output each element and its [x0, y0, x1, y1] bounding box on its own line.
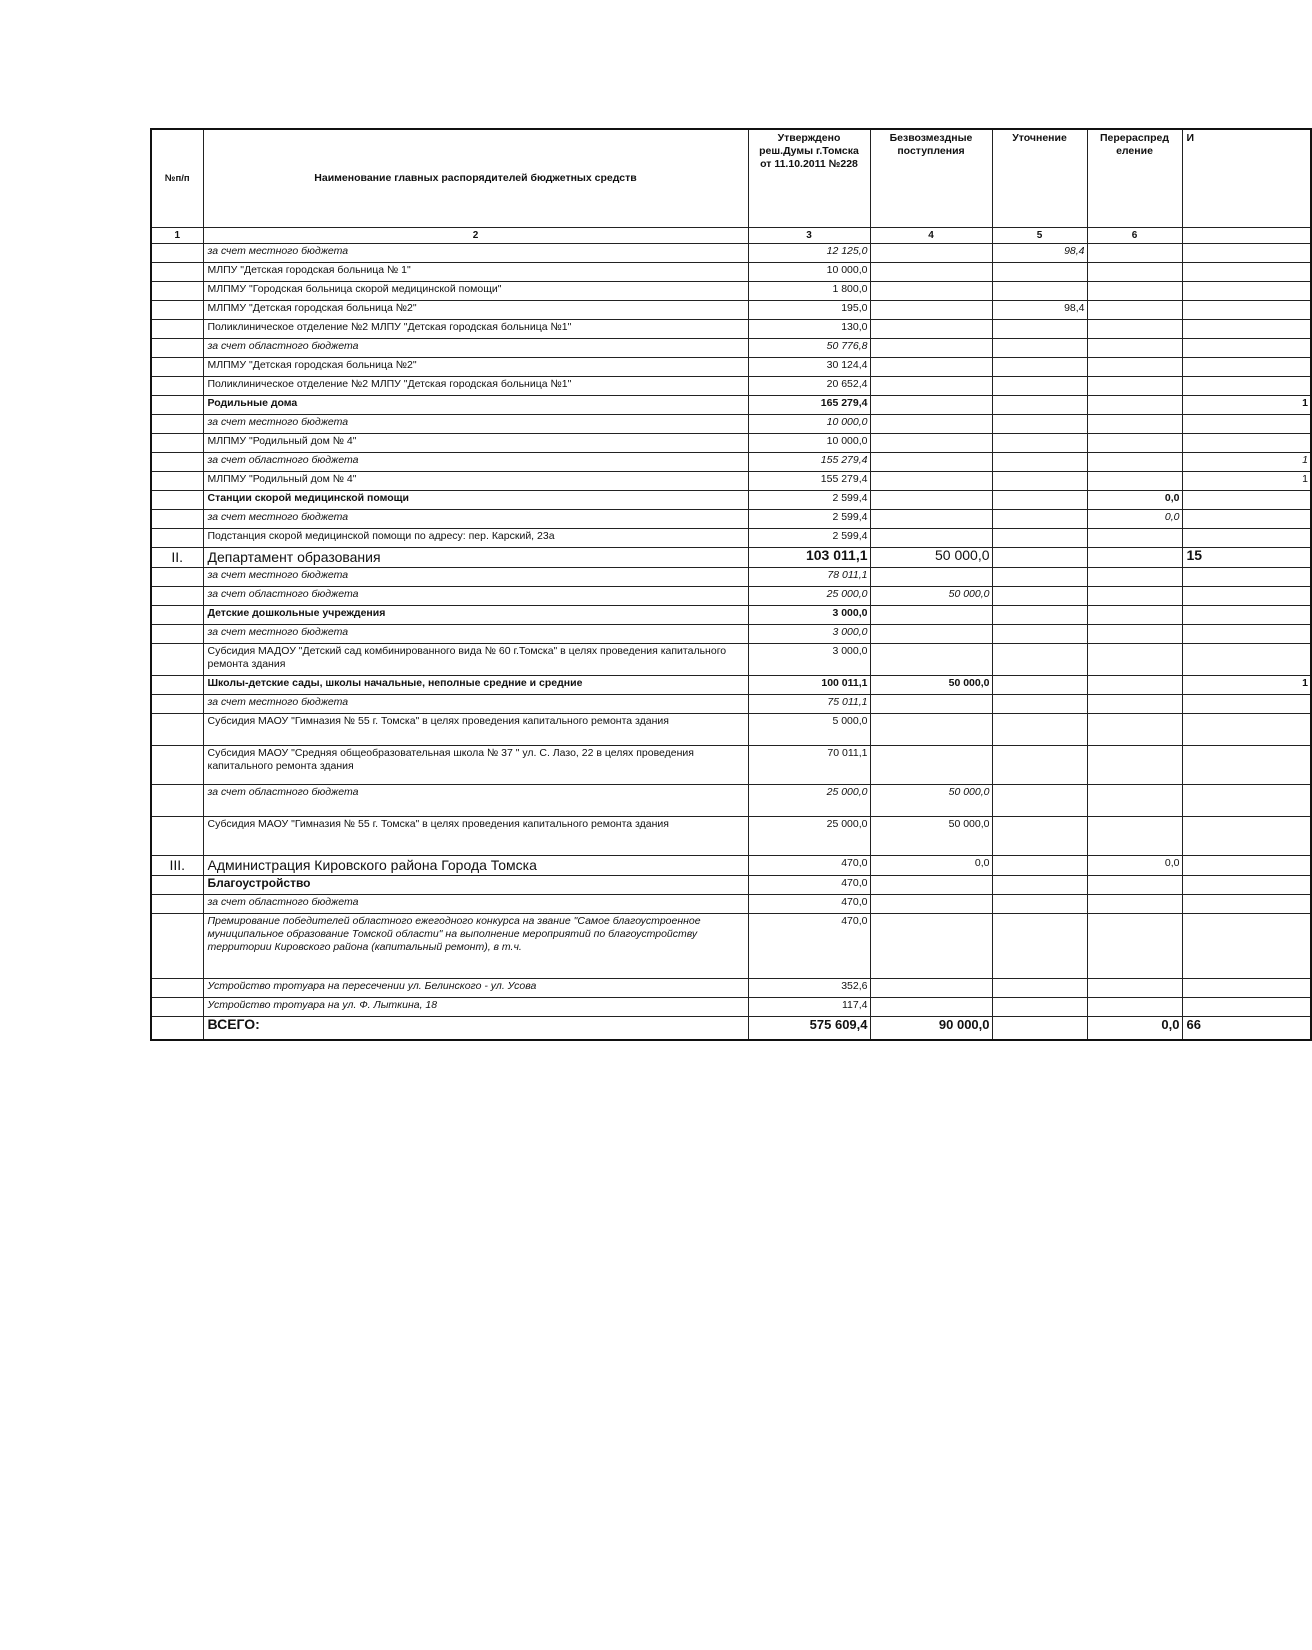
cell-refinement: [992, 415, 1087, 434]
cell-refinement: [992, 644, 1087, 676]
cell-total: [1182, 644, 1311, 676]
cell-total: [1182, 998, 1311, 1017]
table-row: [151, 998, 1311, 1017]
cell-refinement: [992, 282, 1087, 301]
cell-total: [1182, 625, 1311, 644]
cell-approved: 2 599,4: [748, 491, 870, 510]
cell-total: [1182, 695, 1311, 714]
row-number: [151, 510, 203, 529]
row-name: Школы-детские сады, школы начальные, неполные средние и средние: [203, 676, 748, 695]
row-name: Субсидия МАОУ "Средняя общеобразовательная школа № 37 " ул. С. Лазо, 22 в целях проведения капитального ремонта здания: [203, 746, 748, 785]
table-row: [151, 817, 1311, 856]
cell-grants: [870, 282, 992, 301]
row-name: за счет местного бюджета: [203, 415, 748, 434]
cell-redistribution: [1087, 914, 1182, 979]
cell-approved: 25 000,0: [748, 817, 870, 856]
cell-refinement: [992, 606, 1087, 625]
cell-refinement: [992, 263, 1087, 282]
cell-grants: [870, 746, 992, 785]
cell-approved: 100 011,1: [748, 676, 870, 695]
header-col-redistribution: Перераспред еление: [1087, 129, 1182, 228]
cell-total: 66: [1182, 1017, 1311, 1041]
column-number: 3: [748, 228, 870, 244]
row-number: [151, 472, 203, 491]
cell-refinement: [992, 529, 1087, 548]
cell-total: [1182, 746, 1311, 785]
cell-redistribution: [1087, 676, 1182, 695]
header-col-name: Наименование главных распорядителей бюджетных средств: [203, 129, 748, 228]
table-row: [151, 377, 1311, 396]
row-number: [151, 263, 203, 282]
cell-redistribution: [1087, 415, 1182, 434]
cell-grants: [870, 301, 992, 320]
cell-redistribution: [1087, 434, 1182, 453]
cell-refinement: [992, 510, 1087, 529]
table-row: [151, 876, 1311, 895]
cell-total: [1182, 491, 1311, 510]
cell-total: 1: [1182, 396, 1311, 415]
cell-grants: [870, 453, 992, 472]
row-name: Станции скорой медицинской помощи: [203, 491, 748, 510]
cell-refinement: [992, 320, 1087, 339]
row-number: [151, 876, 203, 895]
row-name: за счет местного бюджета: [203, 625, 748, 644]
cell-total: [1182, 510, 1311, 529]
row-name: Субсидия МАОУ "Гимназия № 55 г. Томска" в целях проведения капитального ремонта здания: [203, 817, 748, 856]
cell-redistribution: [1087, 377, 1182, 396]
cell-redistribution: [1087, 282, 1182, 301]
table-row: [151, 491, 1311, 510]
cell-grants: [870, 339, 992, 358]
row-number: [151, 244, 203, 263]
budget-table: [150, 128, 1312, 1041]
table-row: [151, 548, 1311, 568]
row-name: МЛПМУ "Родильный дом № 4": [203, 472, 748, 491]
row-number: [151, 695, 203, 714]
cell-grants: [870, 979, 992, 998]
cell-refinement: [992, 998, 1087, 1017]
cell-redistribution: [1087, 785, 1182, 817]
table-row: [151, 358, 1311, 377]
row-number: [151, 914, 203, 979]
cell-grants: [870, 876, 992, 895]
table-row: [151, 472, 1311, 491]
cell-refinement: [992, 817, 1087, 856]
table-row: [151, 606, 1311, 625]
cell-approved: 155 279,4: [748, 453, 870, 472]
row-number: [151, 625, 203, 644]
budget-table-wrapper: [150, 128, 1308, 1041]
row-number: [151, 320, 203, 339]
cell-redistribution: [1087, 320, 1182, 339]
table-row: [151, 695, 1311, 714]
cell-grants: [870, 568, 992, 587]
row-name: Субсидия МАОУ "Гимназия № 55 г. Томска" в целях проведения капитального ремонта здания: [203, 714, 748, 746]
cell-total: [1182, 377, 1311, 396]
table-row: [151, 415, 1311, 434]
header-col-approved: Утверждено реш.Думы г.Томска от 11.10.2011 №228: [748, 129, 870, 228]
row-number: [151, 396, 203, 415]
cell-redistribution: [1087, 895, 1182, 914]
cell-approved: 470,0: [748, 876, 870, 895]
cell-approved: 78 011,1: [748, 568, 870, 587]
cell-redistribution: [1087, 625, 1182, 644]
cell-redistribution: 0,0: [1087, 1017, 1182, 1041]
row-name: Устройство тротуара на пересечении ул. Белинского - ул. Усова: [203, 979, 748, 998]
cell-approved: 103 011,1: [748, 548, 870, 568]
cell-total: [1182, 914, 1311, 979]
row-name: Департамент образования: [203, 548, 748, 568]
cell-redistribution: [1087, 472, 1182, 491]
cell-grants: [870, 377, 992, 396]
row-name: Субсидия МАДОУ "Детский сад комбинированного вида № 60 г.Томска" в целях проведения капитального ремонта здания: [203, 644, 748, 676]
cell-approved: 50 776,8: [748, 339, 870, 358]
cell-grants: [870, 510, 992, 529]
column-number: 6: [1087, 228, 1182, 244]
row-number: [151, 998, 203, 1017]
row-number: [151, 979, 203, 998]
cell-grants: [870, 529, 992, 548]
row-number: [151, 587, 203, 606]
table-row: [151, 510, 1311, 529]
cell-redistribution: [1087, 876, 1182, 895]
cell-total: [1182, 263, 1311, 282]
column-number: 5: [992, 228, 1087, 244]
table-row: [151, 979, 1311, 998]
row-name: МЛПМУ "Детская городская больница №2": [203, 358, 748, 377]
cell-refinement: [992, 876, 1087, 895]
row-name: Устройство тротуара на ул. Ф. Лыткина, 18: [203, 998, 748, 1017]
table-row: [151, 339, 1311, 358]
cell-total: [1182, 856, 1311, 876]
cell-redistribution: [1087, 587, 1182, 606]
row-name: Премирование победителей областного ежегодного конкурса на звание "Самое благоустроенное муниципальное образование Томской области" на выполнение мероприятий по благоустройству территории Кировского района (капитальный ремонт), в т.ч.: [203, 914, 748, 979]
cell-approved: 1 800,0: [748, 282, 870, 301]
cell-redistribution: [1087, 746, 1182, 785]
table-row: [151, 785, 1311, 817]
cell-total: [1182, 282, 1311, 301]
cell-grants: [870, 491, 992, 510]
cell-total: [1182, 876, 1311, 895]
cell-approved: 25 000,0: [748, 587, 870, 606]
cell-approved: 75 011,1: [748, 695, 870, 714]
table-row: [151, 263, 1311, 282]
table-row: [151, 625, 1311, 644]
table-row: [151, 746, 1311, 785]
row-number: [151, 785, 203, 817]
cell-approved: 2 599,4: [748, 529, 870, 548]
table-row: [151, 914, 1311, 979]
row-number: [151, 434, 203, 453]
cell-refinement: [992, 1017, 1087, 1041]
row-number: [151, 377, 203, 396]
row-number: [151, 1017, 203, 1041]
cell-approved: 165 279,4: [748, 396, 870, 415]
cell-approved: 2 599,4: [748, 510, 870, 529]
cell-approved: 30 124,4: [748, 358, 870, 377]
table-row: [151, 714, 1311, 746]
cell-refinement: [992, 548, 1087, 568]
row-number: [151, 817, 203, 856]
cell-approved: 117,4: [748, 998, 870, 1017]
cell-redistribution: 0,0: [1087, 856, 1182, 876]
cell-approved: 155 279,4: [748, 472, 870, 491]
cell-grants: [870, 396, 992, 415]
cell-grants: 50 000,0: [870, 587, 992, 606]
cell-redistribution: [1087, 714, 1182, 746]
cell-total: 1: [1182, 453, 1311, 472]
cell-redistribution: [1087, 453, 1182, 472]
table-row: [151, 587, 1311, 606]
cell-redistribution: [1087, 568, 1182, 587]
row-name: за счет областного бюджета: [203, 895, 748, 914]
cell-approved: 10 000,0: [748, 263, 870, 282]
table-row: [151, 301, 1311, 320]
cell-grants: [870, 625, 992, 644]
cell-grants: [870, 434, 992, 453]
cell-grants: [870, 998, 992, 1017]
table-row: [151, 434, 1311, 453]
cell-refinement: [992, 914, 1087, 979]
row-number: [151, 746, 203, 785]
table-row: [151, 644, 1311, 676]
row-number: [151, 676, 203, 695]
cell-grants: 50 000,0: [870, 817, 992, 856]
header-col-total: И: [1182, 129, 1311, 228]
row-name: Подстанция скорой медицинской помощи по адресу: пер. Карский, 23а: [203, 529, 748, 548]
column-number: 2: [203, 228, 748, 244]
cell-approved: 470,0: [748, 895, 870, 914]
cell-approved: 470,0: [748, 914, 870, 979]
row-name: за счет областного бюджета: [203, 785, 748, 817]
cell-refinement: [992, 453, 1087, 472]
row-number: [151, 358, 203, 377]
cell-refinement: [992, 358, 1087, 377]
row-number: [151, 529, 203, 548]
cell-refinement: [992, 676, 1087, 695]
cell-redistribution: [1087, 695, 1182, 714]
cell-total: [1182, 895, 1311, 914]
cell-approved: 25 000,0: [748, 785, 870, 817]
row-name: Поликлиническое отделение №2 МЛПУ "Детская городская больница №1": [203, 320, 748, 339]
cell-redistribution: [1087, 548, 1182, 568]
table-row: [151, 244, 1311, 263]
cell-total: [1182, 785, 1311, 817]
cell-refinement: [992, 856, 1087, 876]
table-row: [151, 676, 1311, 695]
row-name: ВСЕГО:: [203, 1017, 748, 1041]
cell-refinement: [992, 895, 1087, 914]
cell-grants: [870, 263, 992, 282]
table-row: [151, 895, 1311, 914]
cell-total: 15: [1182, 548, 1311, 568]
cell-redistribution: 0,0: [1087, 491, 1182, 510]
row-number: [151, 491, 203, 510]
cell-total: 1: [1182, 676, 1311, 695]
table-row: [151, 568, 1311, 587]
table-row: [151, 856, 1311, 876]
header-col-refinement: Уточнение: [992, 129, 1087, 228]
cell-total: [1182, 714, 1311, 746]
row-number: [151, 895, 203, 914]
cell-approved: 5 000,0: [748, 714, 870, 746]
cell-redistribution: [1087, 606, 1182, 625]
column-number-row: [151, 228, 1311, 244]
cell-approved: 195,0: [748, 301, 870, 320]
cell-redistribution: [1087, 339, 1182, 358]
cell-refinement: [992, 434, 1087, 453]
row-name: Благоустройство: [203, 876, 748, 895]
cell-refinement: [992, 714, 1087, 746]
cell-grants: [870, 895, 992, 914]
table-row: [151, 282, 1311, 301]
row-name: Поликлиническое отделение №2 МЛПУ "Детская городская больница №1": [203, 377, 748, 396]
cell-refinement: 98,4: [992, 301, 1087, 320]
cell-redistribution: [1087, 979, 1182, 998]
cell-grants: [870, 358, 992, 377]
header-col-grants: Безвозмездные поступления: [870, 129, 992, 228]
cell-grants: [870, 714, 992, 746]
cell-total: [1182, 587, 1311, 606]
cell-redistribution: [1087, 396, 1182, 415]
cell-total: [1182, 979, 1311, 998]
cell-total: [1182, 606, 1311, 625]
row-number: [151, 339, 203, 358]
row-name: Администрация Кировского района Города Томска: [203, 856, 748, 876]
cell-refinement: [992, 695, 1087, 714]
row-name: за счет местного бюджета: [203, 510, 748, 529]
column-number: 4: [870, 228, 992, 244]
header-row: [151, 129, 1311, 228]
cell-refinement: [992, 979, 1087, 998]
cell-refinement: [992, 746, 1087, 785]
cell-total: [1182, 301, 1311, 320]
cell-total: 1: [1182, 472, 1311, 491]
row-name: за счет местного бюджета: [203, 568, 748, 587]
cell-approved: 3 000,0: [748, 606, 870, 625]
row-name: за счет местного бюджета: [203, 244, 748, 263]
row-name: за счет областного бюджета: [203, 587, 748, 606]
column-number: 1: [151, 228, 203, 244]
cell-grants: [870, 695, 992, 714]
cell-refinement: [992, 491, 1087, 510]
cell-redistribution: [1087, 529, 1182, 548]
cell-refinement: [992, 396, 1087, 415]
cell-grants: [870, 244, 992, 263]
row-name: МЛПУ "Детская городская больница № 1": [203, 263, 748, 282]
row-number: [151, 282, 203, 301]
row-number: III.: [151, 856, 203, 876]
cell-total: [1182, 817, 1311, 856]
table-row: [151, 529, 1311, 548]
cell-refinement: [992, 625, 1087, 644]
row-name: за счет областного бюджета: [203, 453, 748, 472]
cell-grants: 0,0: [870, 856, 992, 876]
cell-refinement: [992, 568, 1087, 587]
cell-redistribution: [1087, 301, 1182, 320]
cell-approved: 10 000,0: [748, 434, 870, 453]
cell-total: [1182, 434, 1311, 453]
cell-approved: 470,0: [748, 856, 870, 876]
cell-total: [1182, 244, 1311, 263]
row-name: Родильные дома: [203, 396, 748, 415]
cell-grants: [870, 472, 992, 491]
cell-refinement: [992, 472, 1087, 491]
cell-approved: 352,6: [748, 979, 870, 998]
cell-approved: 10 000,0: [748, 415, 870, 434]
row-number: [151, 415, 203, 434]
cell-redistribution: 0,0: [1087, 510, 1182, 529]
table-row: [151, 320, 1311, 339]
table-row: [151, 453, 1311, 472]
cell-refinement: [992, 785, 1087, 817]
cell-grants: [870, 914, 992, 979]
cell-redistribution: [1087, 817, 1182, 856]
cell-total: [1182, 415, 1311, 434]
row-name: за счет местного бюджета: [203, 695, 748, 714]
cell-refinement: [992, 377, 1087, 396]
cell-approved: 130,0: [748, 320, 870, 339]
cell-redistribution: [1087, 358, 1182, 377]
row-name: МЛПМУ "Городская больница скорой медицинской помощи": [203, 282, 748, 301]
cell-redistribution: [1087, 244, 1182, 263]
row-name: Детские дошкольные учреждения: [203, 606, 748, 625]
row-number: II.: [151, 548, 203, 568]
cell-approved: 12 125,0: [748, 244, 870, 263]
row-name: за счет областного бюджета: [203, 339, 748, 358]
cell-grants: 50 000,0: [870, 548, 992, 568]
cell-redistribution: [1087, 998, 1182, 1017]
column-number: [1182, 228, 1311, 244]
cell-total: [1182, 529, 1311, 548]
row-number: [151, 714, 203, 746]
cell-total: [1182, 339, 1311, 358]
cell-approved: 575 609,4: [748, 1017, 870, 1041]
row-number: [151, 568, 203, 587]
cell-approved: 3 000,0: [748, 625, 870, 644]
row-number: [151, 453, 203, 472]
header-col-num: №п/п: [151, 129, 203, 228]
cell-refinement: 98,4: [992, 244, 1087, 263]
row-number: [151, 644, 203, 676]
cell-approved: 70 011,1: [748, 746, 870, 785]
cell-approved: 20 652,4: [748, 377, 870, 396]
cell-approved: 3 000,0: [748, 644, 870, 676]
cell-refinement: [992, 339, 1087, 358]
cell-grants: [870, 320, 992, 339]
cell-total: [1182, 568, 1311, 587]
cell-total: [1182, 320, 1311, 339]
row-name: МЛПМУ "Родильный дом № 4": [203, 434, 748, 453]
cell-total: [1182, 358, 1311, 377]
row-number: [151, 301, 203, 320]
total-row: [151, 1017, 1311, 1041]
row-name: МЛПМУ "Детская городская больница №2": [203, 301, 748, 320]
cell-grants: [870, 644, 992, 676]
cell-redistribution: [1087, 263, 1182, 282]
cell-grants: 50 000,0: [870, 676, 992, 695]
row-number: [151, 606, 203, 625]
cell-grants: [870, 606, 992, 625]
cell-redistribution: [1087, 644, 1182, 676]
table-row: [151, 396, 1311, 415]
cell-grants: 50 000,0: [870, 785, 992, 817]
cell-grants: 90 000,0: [870, 1017, 992, 1041]
cell-grants: [870, 415, 992, 434]
cell-refinement: [992, 587, 1087, 606]
